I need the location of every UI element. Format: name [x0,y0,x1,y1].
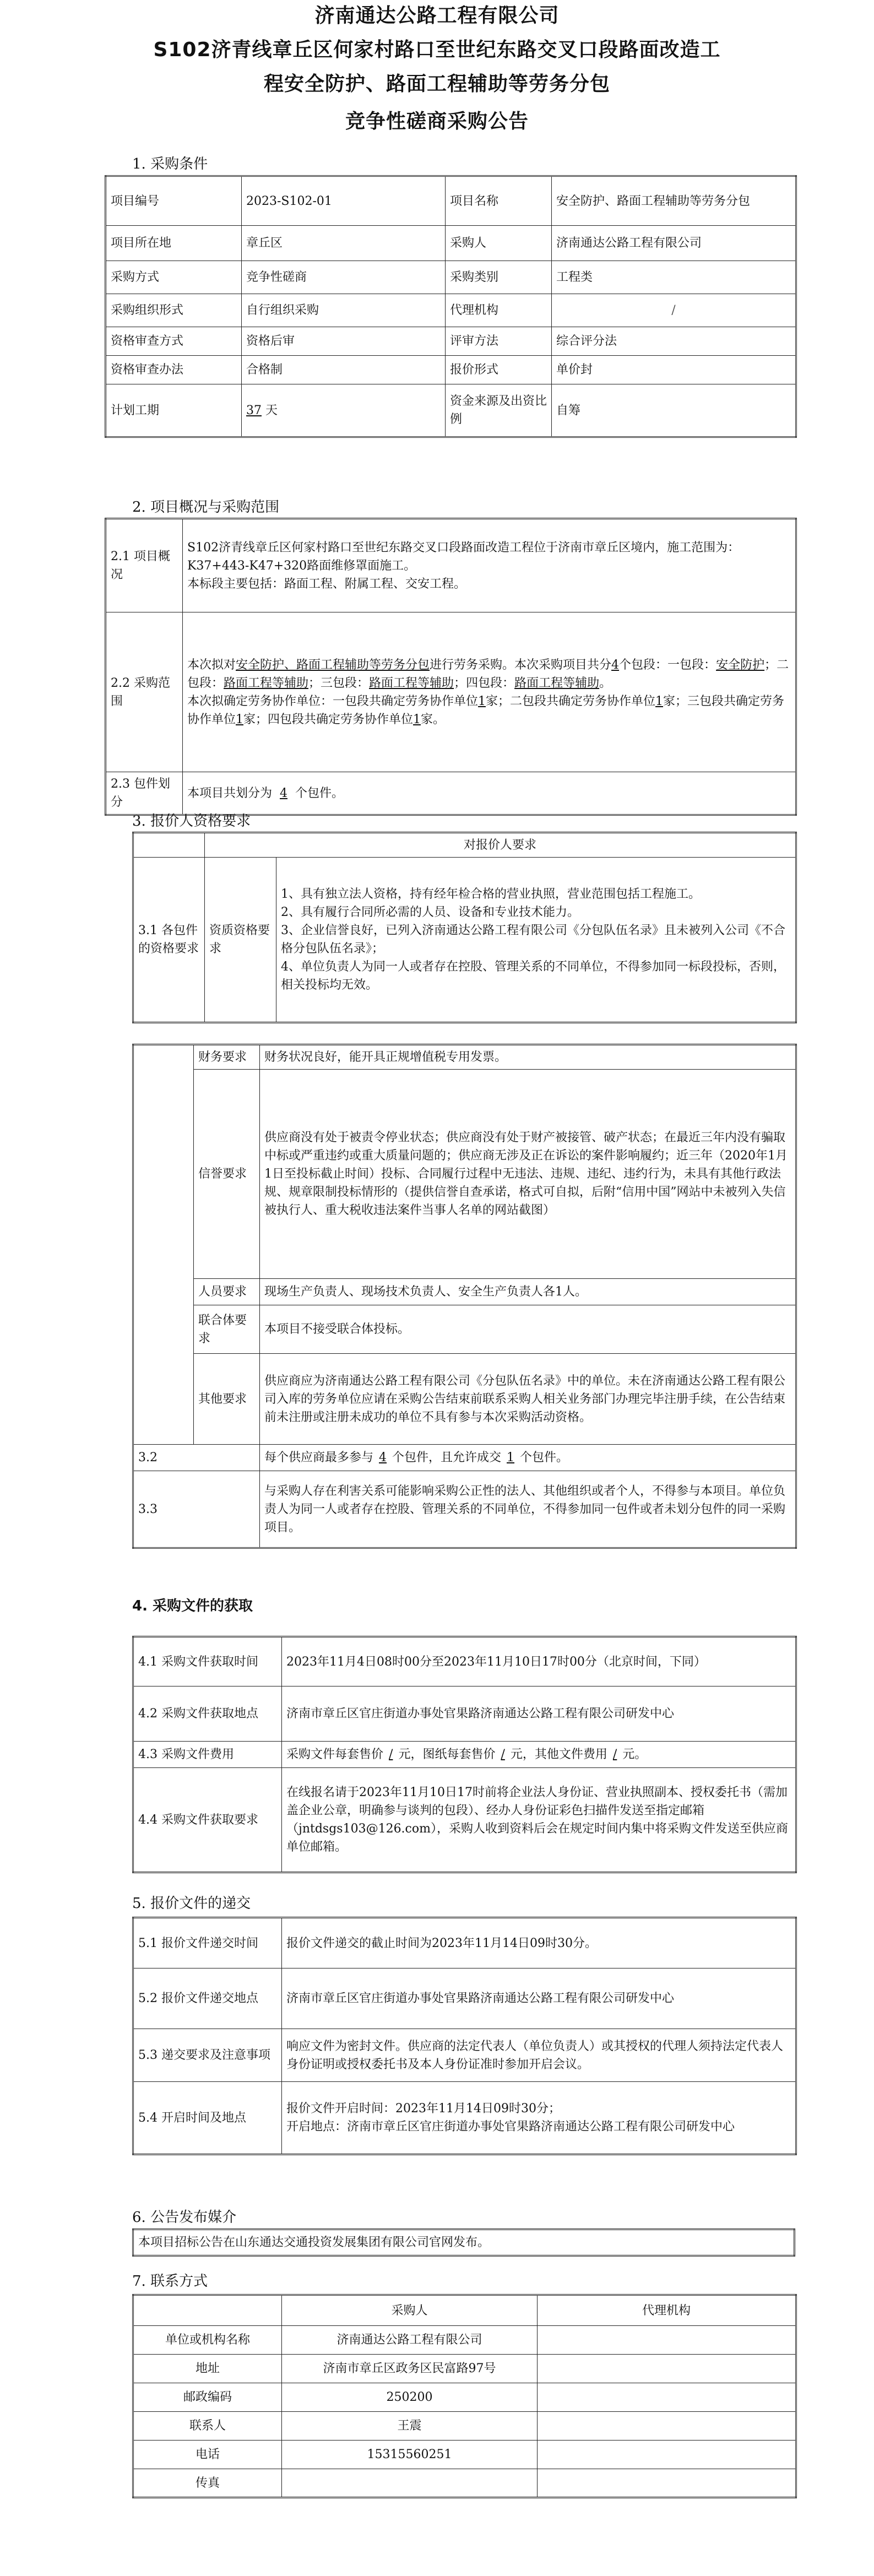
table-row [133,2441,796,2469]
text: 个包件。 [295,786,344,800]
text: 个包件，且允许成交 [392,1451,502,1465]
table-row [133,833,796,858]
text: 元。 [622,1748,647,1761]
text: 。 [599,676,612,690]
overview-label: 2.1 项目概况 [106,519,183,612]
fund-label: 资金来源及出资比例 [446,384,552,437]
procurement-conditions-table [105,175,797,438]
table-row [133,1968,796,2029]
overview-paragraph: S102济青线章丘区何家村路口至世纪东路交叉口段路面改造工程位于济南市章丘区境内，施工范围为：K37+443-K47+320路面维修罩面施工。 [187,540,740,573]
scope-label: 2.2 采购范围 [106,612,183,772]
text: 家；四包段共确定劳务协作单位 [243,712,414,726]
title-line-1: S102济青线章丘区何家村路口至世纪东路交叉口段路面改造工 [153,39,721,61]
text: / [389,1748,393,1761]
table-row [133,2295,796,2326]
other-requirements-table [132,1044,797,1549]
section-6-heading: 6. 公告发布媒介 [132,2209,237,2226]
qualification-header: 对报价人要求 [205,833,796,858]
table-row [106,261,796,294]
section-2-heading: 2. 项目概况与采购范围 [132,499,280,516]
table-row [133,1445,796,1471]
acq-label: 4.4 采购文件获取要求 [133,1768,282,1873]
contact-label: 联系人 [133,2412,282,2441]
text: 本次拟对 [187,658,236,672]
cell-label: 资格审查办法 [106,356,242,384]
cell-label: 采购类别 [446,261,552,294]
section-4-heading: 4. 采购文件的获取 [132,1598,253,1614]
contact-value: 济南市章丘区政务区民富路97号 [282,2355,538,2383]
table-row [133,858,796,1023]
agent-value [538,2441,796,2469]
section-7-heading: 7. 联系方式 [132,2273,208,2290]
table-row [133,1070,796,1279]
acq-value: 济南市章丘区官庄街道办事处官果路济南通达公路工程有限公司研发中心 [282,1686,796,1742]
sub-label: 5.4 开启时间及地点 [133,2082,282,2155]
qualification-sub-label: 资质资格要求 [205,858,276,1023]
blank-cell [133,1045,194,1445]
text: ；二包段： [187,658,789,690]
title-line-2: 程安全防护、路面工程辅助等劳务分包 [263,73,610,95]
acq-label: 4.3 采购文件费用 [133,1742,282,1768]
rule-3-2-text [260,1445,796,1471]
cell-value: 工程类 [552,261,796,294]
table-row [133,1305,796,1354]
blank-cell [133,833,205,858]
cell-label: 项目所在地 [106,226,242,261]
text: / [501,1748,505,1761]
list-item: 2、具有履行合同所必需的人员、设备和专业技术能力。 [281,905,579,919]
agent-value [538,2412,796,2441]
table-row [133,1918,796,1968]
document-acquisition-table [132,1636,797,1873]
cell-label: 采购方式 [106,261,242,294]
list-item: 1、具有独立法人资格，持有经年检合格的营业执照，营业范围包括工程施工。 [281,887,701,901]
cell-value: 济南通达公路工程有限公司 [552,226,796,261]
period-value [242,384,446,437]
req-text: 财务状况良好，能开具正规增值税专用发票。 [260,1045,796,1070]
text: 家；三包段共确定劳务协作单位 [187,694,785,726]
text: 路面工程等辅助 [224,676,309,690]
text: 进行劳务采购。本次采购项目共分 [430,658,612,672]
cell-label: 项目编号 [106,176,242,226]
contact-label: 传真 [133,2469,282,2498]
cell-value: 合格制 [242,356,446,384]
text: 元，图纸每套售价 [398,1748,496,1761]
section-3-heading: 3. 报价人资格要求 [132,813,251,829]
col-buyer: 采购人 [282,2295,538,2326]
text: 4 [379,1451,387,1465]
table-row [106,519,796,612]
req-label: 联合体要求 [194,1305,260,1354]
contact-value: 济南通达公路工程有限公司 [282,2326,538,2355]
cell-label: 项目名称 [446,176,552,226]
qualification-label: 3.1 各包件的资格要求 [133,858,205,1023]
section-5-heading: 5. 报价文件的递交 [132,1895,251,1912]
list-item: 4、单位负责人为同一人或者存在控股、管理关系的不同单位，不得参加同一标段投标，否则，相关投标均无效。 [281,960,786,992]
text: 1 [413,712,421,726]
media-table [132,2228,795,2257]
table-row [133,2412,796,2441]
sub-value [282,2082,796,2155]
table-row [106,294,796,327]
table-row [133,2326,796,2355]
table-row [133,2469,796,2498]
col-agent: 代理机构 [538,2295,796,2326]
rule-3-3-text: 与采购人存在利害关系可能影响采购公正性的法人、其他组织或者个人，不得参与本项目。单位负责人为同一人或者存在控股、管理关系的不同单位，不得参加同一包件或者未划分包件的同一采购项目。 [260,1471,796,1548]
table-row [106,327,796,356]
table-row [133,1742,796,1768]
text: 元，其他文件费用 [510,1748,607,1761]
text: 4 [611,658,620,672]
text: 本项目共划分为 [187,786,273,800]
package-label: 2.3 包件划分 [106,772,183,815]
scope-paragraph [187,692,791,729]
text: 个包段：一包段： [619,658,716,672]
text: 安全防护 [716,658,765,672]
table-row [133,1637,796,1686]
contact-label: 单位或机构名称 [133,2326,282,2355]
text: 1 [478,694,486,708]
contact-label: 邮政编码 [133,2383,282,2412]
text: 路面工程等辅助 [369,676,454,690]
contact-value: 15315560251 [282,2441,538,2469]
rule-3-2-label: 3.2 [133,1445,260,1471]
media-text: 本项目招标公告在山东通达交通投资发展集团有限公司官网发布。 [133,2230,795,2256]
period-days: 37 [246,403,262,417]
overview-paragraph: 本标段主要包括：路面工程、附属工程、交安工程。 [187,577,466,591]
acq-value [282,1742,796,1768]
table-row [133,1471,796,1548]
table-row [133,1768,796,1873]
cell-value: / [552,294,796,327]
qualification-items [276,858,796,1023]
cell-label: 采购组织形式 [106,294,242,327]
section-1-heading: 1. 采购条件 [132,156,208,172]
text: 本次拟确定劳务协作单位：一包段共确定劳务协作单位 [187,694,479,708]
period-label: 计划工期 [106,384,242,437]
sub-label: 5.2 报价文件递交地点 [133,1968,282,2029]
scope-paragraph [187,656,791,692]
table-row [133,2082,796,2155]
req-text: 本项目不接受联合体投标。 [260,1305,796,1354]
sub-label: 5.1 报价文件递交时间 [133,1918,282,1968]
opening-time: 报价文件开启时间：2023年11月14日09时30分； [286,2102,561,2116]
sub-value: 济南市章丘区官庄街道办事处官果路济南通达公路工程有限公司研发中心 [282,1968,796,2029]
cell-value: 安全防护、路面工程辅助等劳务分包 [552,176,796,226]
table-row [133,1686,796,1742]
req-label: 财务要求 [194,1045,260,1070]
text: 1 [236,712,244,726]
text: 安全防护、路面工程辅助等劳务分包 [236,658,430,672]
agent-value [538,2326,796,2355]
table-row [106,612,796,772]
overview-value [183,519,796,612]
cell-value: 综合评分法 [552,327,796,356]
text: 1 [507,1451,515,1465]
text: ；三包段： [308,676,370,690]
table-row [133,1279,796,1305]
req-text: 供应商应为济南通达公路工程有限公司《分包队伍名录》中的单位。未在济南通达公路工程有限公司入库的劳务单位应请在采购公告结束前联系采购人相关业务部门办理完毕注册手续，在公告结束前未注册或注册未成功的单位不具有参与本次采购活动资格。 [260,1354,796,1445]
text: 每个供应商最多参与 [264,1451,374,1465]
text: 采购文件每套售价 [286,1748,384,1761]
list-item: 3、企业信誉良好，已列入济南通达公路工程有限公司《分包队伍名录》且未被列入公司《不合格分包队伍名录》； [281,924,786,956]
text: 1 [655,694,664,708]
cell-label: 评审方法 [446,327,552,356]
req-label: 其他要求 [194,1354,260,1445]
cell-label: 采购人 [446,226,552,261]
cell-label: 报价形式 [446,356,552,384]
acq-value: 在线报名请于2023年11月10日17时前将企业法人身份证、营业执照副本、授权委托书（需加盖企业公章，明确参与谈判的包段）、经办人身份证彩色扫描件发送至指定邮箱（jntdsgs103@126.com），采购人收到资料后会在规定时间内集中将采购文件发送至供应商单位邮箱。 [282,1768,796,1873]
text: 家。 [421,712,446,726]
table-row [133,1354,796,1445]
title-line-3: 竞争性磋商采购公告 [345,110,529,133]
text: 个包件。 [520,1451,569,1465]
fund-value: 自筹 [552,384,796,437]
opening-place: 开启地点：济南市章丘区官庄街道办事处官果路济南通达公路工程有限公司研发中心 [286,2120,735,2134]
contact-table [132,2294,797,2498]
text: ；四包段： [454,676,515,690]
agent-value [538,2355,796,2383]
sub-value: 响应文件为密封文件。供应商的法定代表人（单位负责人）或其授权的代理人须持法定代表人身份证明或授权委托书及本人身份证准时参加开启会议。 [282,2029,796,2082]
contact-value: 250200 [282,2383,538,2412]
cell-label: 资格审查方式 [106,327,242,356]
contact-label: 地址 [133,2355,282,2383]
req-label: 人员要求 [194,1279,260,1305]
cell-value: 章丘区 [242,226,446,261]
table-row [106,176,796,226]
acq-label: 4.2 采购文件获取地点 [133,1686,282,1742]
qualification-table [132,832,797,1023]
cell-label: 代理机构 [446,294,552,327]
cell-value: 自行组织采购 [242,294,446,327]
scope-value [183,612,796,772]
submission-table [132,1917,797,2155]
table-row [133,2230,795,2256]
req-text: 供应商没有处于被责令停业状态；供应商没有处于财产被接管、破产状态；在最近三年内没有骗取中标或严重违约或重大质量问题的；供应商无涉及正在诉讼的案件影响履约；近三年（2020年1月1日至投标截止时间）投标、合同履行过程中无违法、违规、违纪、违约行为，未具有其他行政法规、规章限制投标情形的（提供信誉自查承诺，格式可自拟，后附“信用中国”网站中未被列入失信被执行人、重大税收违法案件当事人名单的网站截图） [260,1070,796,1279]
req-label: 信誉要求 [194,1070,260,1279]
cell-value: 资格后审 [242,327,446,356]
acq-label: 4.1 采购文件获取时间 [133,1637,282,1686]
acq-value: 2023年11月4日08时00分至2023年11月10日17时00分（北京时间，下同） [282,1637,796,1686]
agent-value [538,2469,796,2498]
contact-label: 电话 [133,2441,282,2469]
package-value [183,772,796,815]
table-row [106,772,796,815]
blank-cell [133,2295,282,2326]
table-row [106,226,796,261]
text: 家；二包段共确定劳务协作单位 [486,694,656,708]
table-row [133,2383,796,2412]
sub-value: 报价文件递交的截止时间为2023年11月14日09时30分。 [282,1918,796,1968]
rule-3-3-label: 3.3 [133,1471,260,1548]
company-title: 济南通达公路工程有限公司 [314,4,560,27]
text: 4 [280,786,288,800]
text: / [612,1748,617,1761]
cell-value: 2023-S102-01 [242,176,446,226]
table-row [133,2355,796,2383]
cell-value: 单价封 [552,356,796,384]
table-row [133,2029,796,2082]
sub-label: 5.3 递交要求及注意事项 [133,2029,282,2082]
cell-value: 竞争性磋商 [242,261,446,294]
agent-value [538,2383,796,2412]
table-row [106,356,796,384]
table-row [106,384,796,437]
table-row [133,1045,796,1070]
project-overview-table [105,518,797,816]
req-text: 现场生产负责人、现场技术负责人、安全生产负责人各1人。 [260,1279,796,1305]
contact-value: 王震 [282,2412,538,2441]
contact-value [282,2469,538,2498]
period-unit: 天 [265,403,278,417]
text: 路面工程等辅助 [514,676,600,690]
